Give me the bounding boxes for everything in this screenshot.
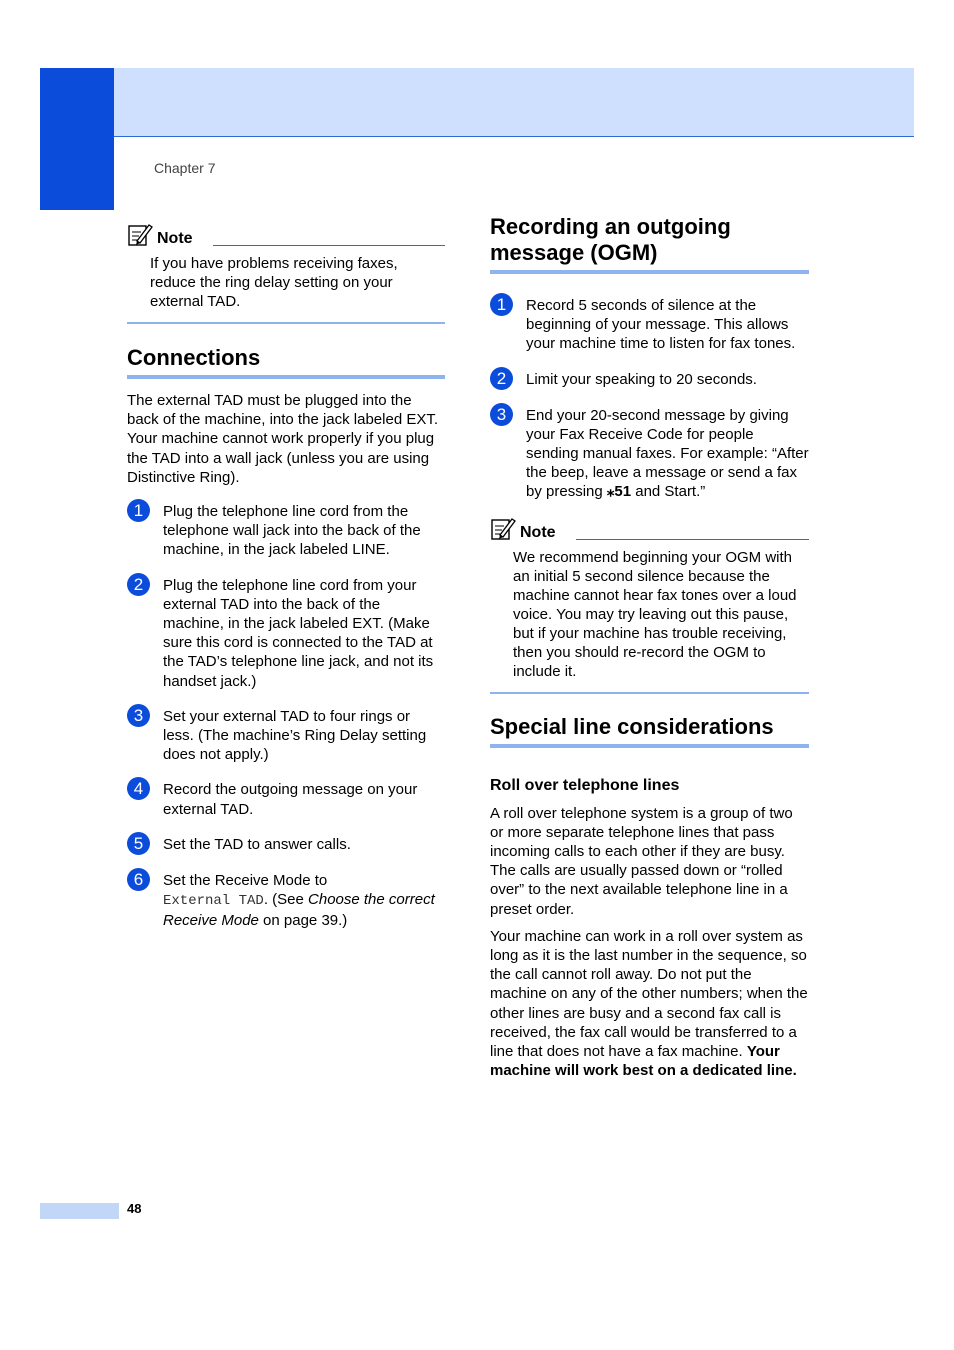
paragraph-text: Your machine can work in a roll over system as long as it is the last number in the sequence, so the call cannot roll away. Do not put the machine on any of the other numbers; when the other lines are busy and a second fax call is received, the fax call would be transferred to a line that does not have a fax machine. [490, 927, 808, 1061]
rollover-paragraph-2 [490, 927, 809, 1081]
note-box [127, 222, 445, 324]
special-heading: Special line considerations [490, 714, 809, 748]
header-band [114, 68, 914, 137]
rollover-paragraph-1: A roll over telephone system is a group of two or more separate telephone lines that pass incoming calls to each other if they are busy. The calls are usually passed down or “rolled over” to the next available telephone line in a preset order. [490, 804, 793, 918]
connections-step-2 [127, 576, 445, 691]
connections-step-4 [127, 780, 445, 818]
connections-intro: The external TAD must be plugged into the back of the machine, into the jack labeled EXT. Your machine cannot work properly if you plug the TAD into a wall jack (unless you are using Distinctive Ring). [127, 392, 439, 486]
step-number-badge: 3 [127, 704, 150, 727]
connections-heading: Connections [127, 345, 445, 379]
step-number-badge: 1 [490, 293, 513, 316]
note-pencil-icon [490, 516, 516, 542]
step-text: Plug the telephone line cord from your external TAD into the back of the machine, in the jack labeled EXT. (Make sure this cord is connected to the TAD at the TAD’s telephone line jack, and not its handset jack.) [163, 576, 434, 690]
connections-step-3 [127, 707, 445, 765]
note-label: Note [520, 523, 556, 541]
page-number: 48 [127, 1201, 142, 1216]
step-text-part: on page 39.) [258, 912, 348, 930]
step-number-badge: 2 [127, 573, 150, 596]
footer-bar [40, 1203, 119, 1219]
ogm-step-2 [490, 370, 809, 390]
step-text [526, 406, 809, 502]
step-number-badge: 5 [127, 832, 150, 855]
chapter-tab [40, 68, 114, 210]
ogm-heading: Recording an outgoing message (OGM) [490, 214, 809, 274]
note-text: If you have problems receiving faxes, reduce the ring delay setting on your external TAD. [150, 255, 398, 310]
note-pencil-icon [127, 222, 153, 248]
left-column [127, 222, 445, 930]
note-rule [213, 245, 445, 246]
step-text-part: End your 20-second message by giving your Fax Receive Code for people sending manual faxes. For example: “After the beep, leave a message or send a fax by pressing [526, 406, 809, 501]
step-text: Set your external TAD to four rings or less. (The machine’s Ring Delay setting does not apply.) [163, 707, 427, 764]
step-text-part: . (See [263, 891, 309, 909]
note-label: Note [157, 230, 193, 247]
ogm-step-1 [490, 296, 809, 354]
connections-step-1 [127, 502, 445, 560]
receive-mode-value: External TAD [163, 893, 264, 910]
step-text [163, 871, 445, 931]
step-number-badge: 2 [490, 367, 513, 390]
step-text: Record the outgoing message on your external TAD. [163, 781, 418, 818]
step-number-badge: 3 [490, 403, 513, 426]
fax-receive-code: ⁎51 [606, 483, 632, 501]
note-text: We recommend beginning your OGM with an initial 5 second silence because the machine cannot hear fax tones over a loud voice. You may try leaving out this pause, but if your machine has trouble receiving, then you should re-record the OGM to include it. [513, 548, 797, 680]
step-text-part: and Start.” [631, 483, 706, 501]
step-number-badge: 4 [127, 777, 150, 800]
note-box [490, 516, 809, 694]
note-header [490, 516, 809, 542]
connections-step-5 [127, 835, 445, 855]
step-number-badge: 1 [127, 499, 150, 522]
step-text: Limit your speaking to 20 seconds. [526, 370, 757, 388]
rollover-subheading: Roll over telephone lines [490, 776, 680, 794]
step-text: Plug the telephone line cord from the telephone wall jack into the back of the machine, in the jack labeled LINE. [163, 503, 421, 559]
cross-reference-link[interactable]: Choose the correct Receive Mode [163, 891, 435, 930]
step-text: Record 5 seconds of silence at the beginning of your message. This allows your machine time to listen for fax tones. [526, 297, 796, 353]
step-text-part: Set the Receive Mode to [163, 871, 328, 889]
chapter-label: Chapter 7 [154, 160, 216, 176]
step-number-badge: 6 [127, 868, 150, 891]
ogm-step-3 [490, 406, 809, 502]
step-text: Set the TAD to answer calls. [163, 835, 351, 853]
note-rule [576, 539, 809, 540]
connections-step-6 [127, 871, 445, 931]
right-column [490, 214, 809, 1080]
note-header [127, 222, 445, 248]
paragraph-emphasis: Your machine will work best on a dedicated line. [490, 1043, 797, 1080]
